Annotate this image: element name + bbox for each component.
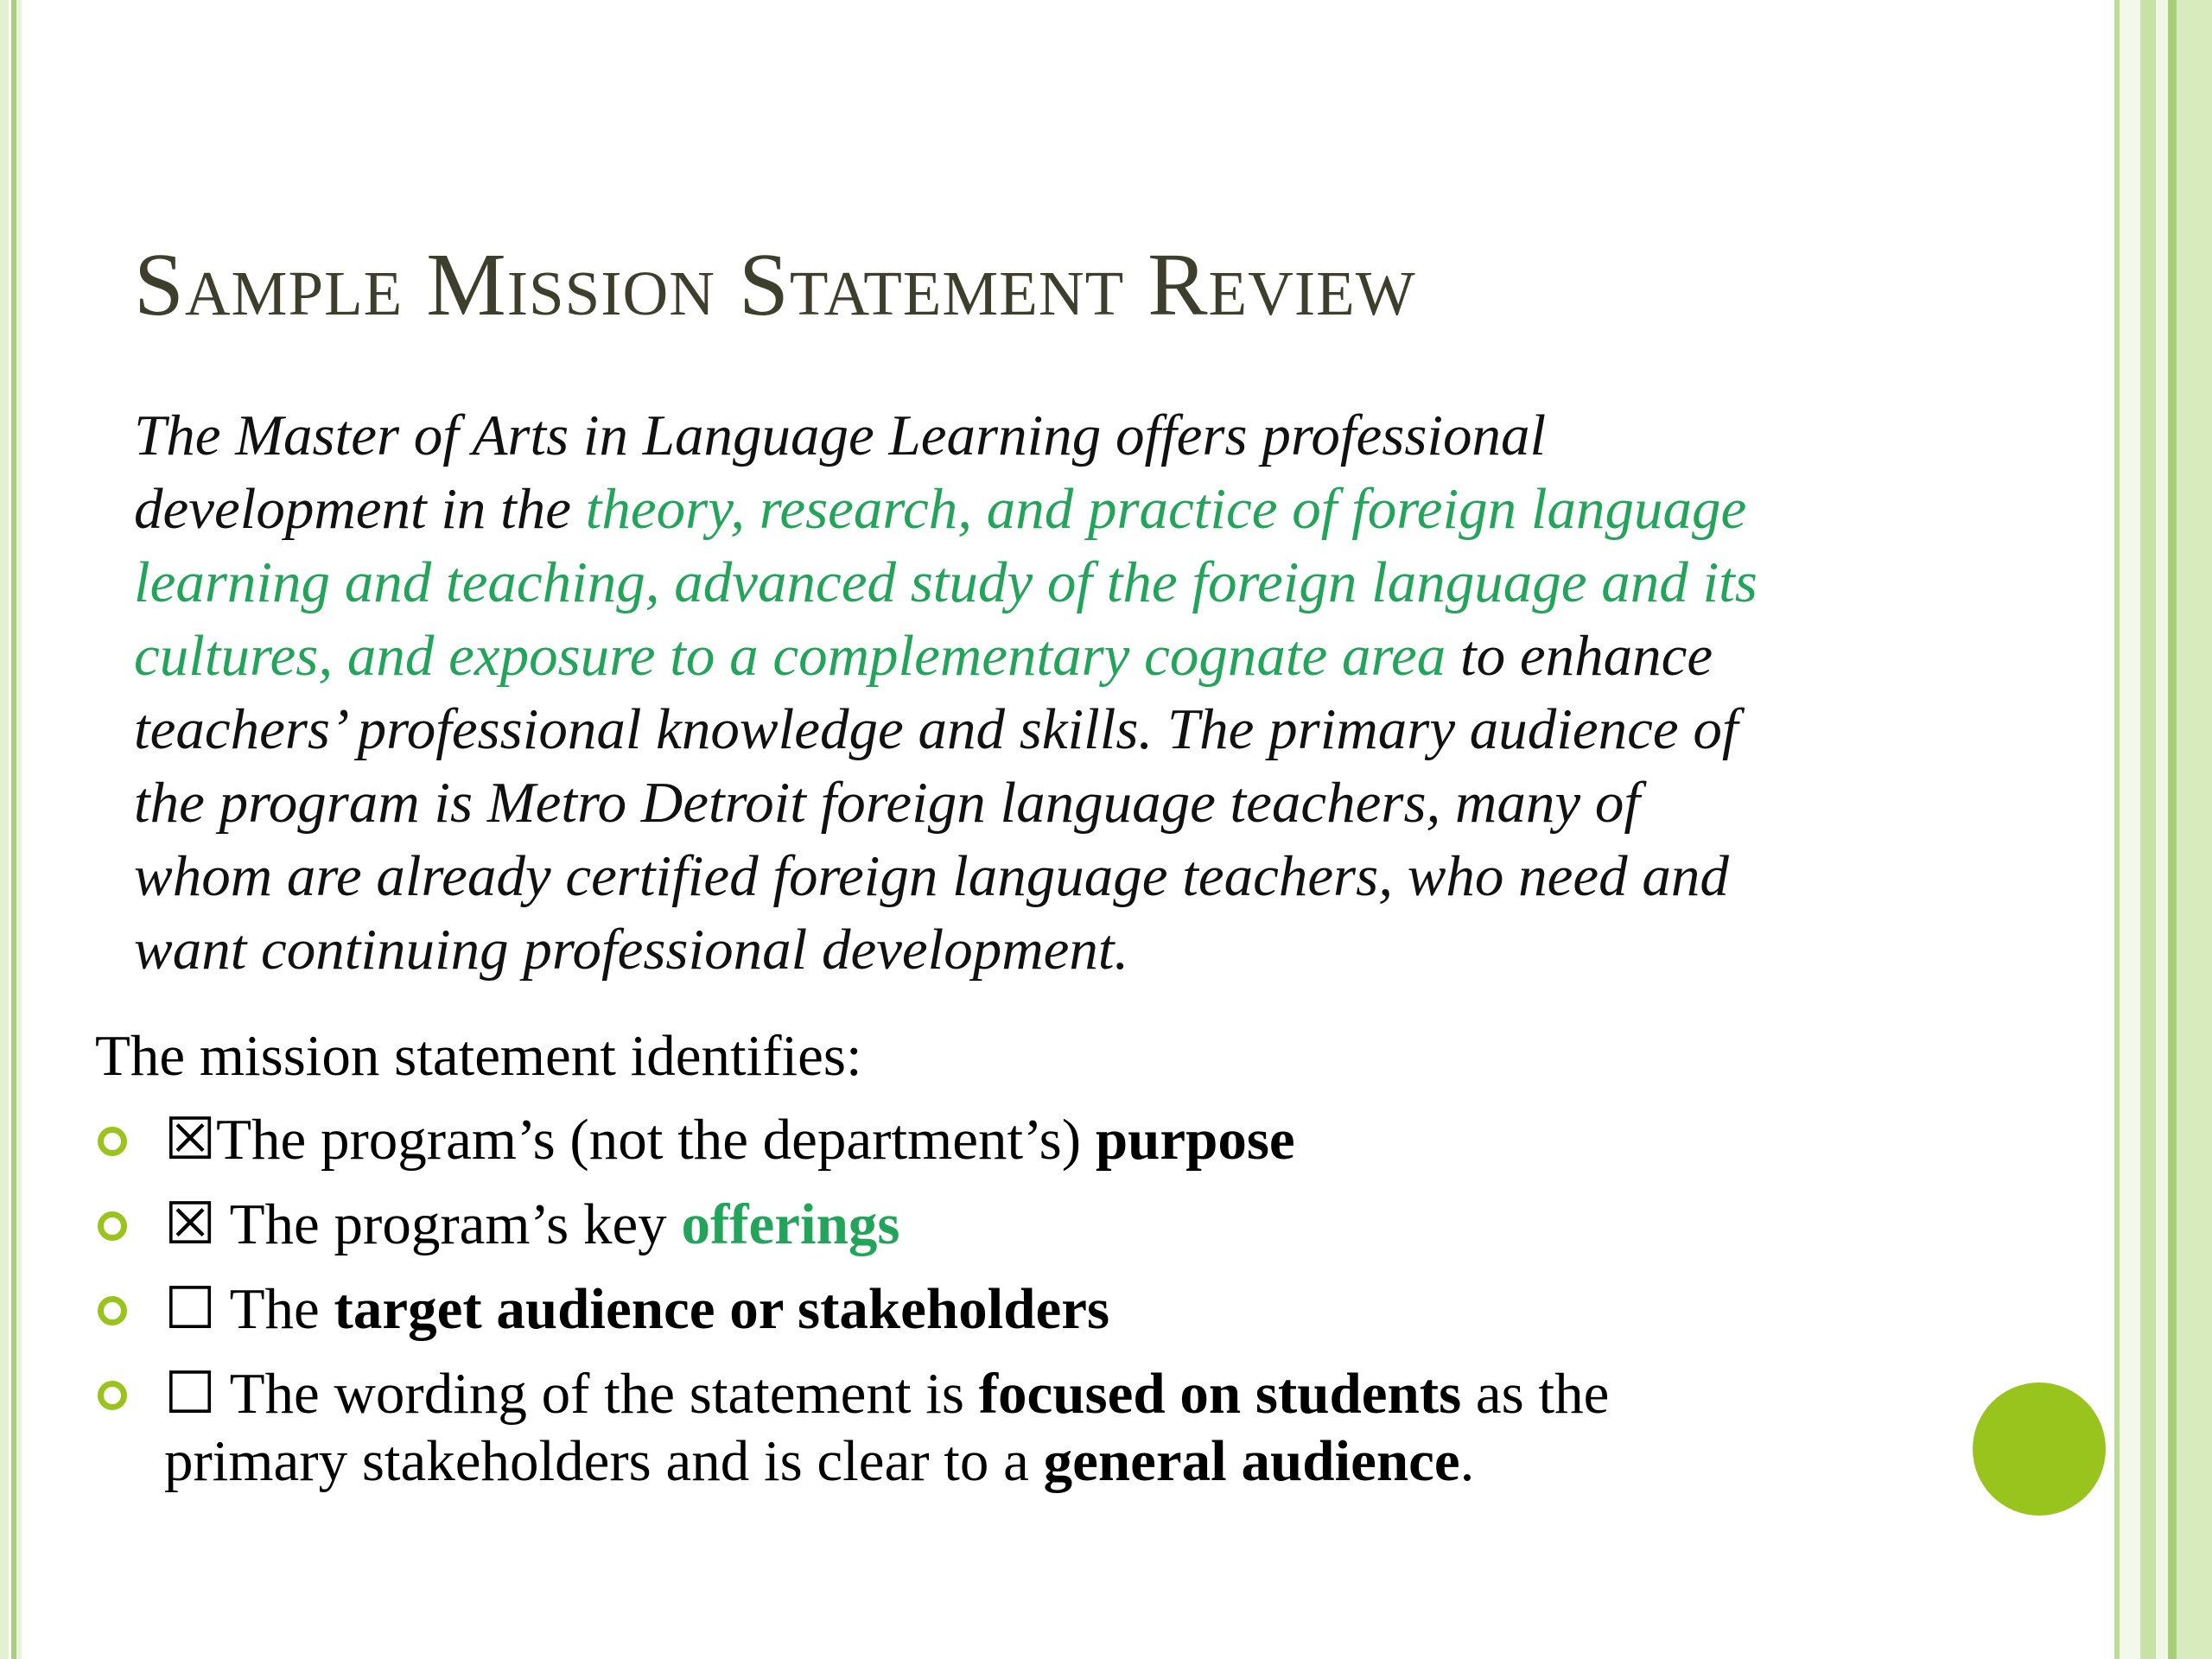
checklist-item — [95, 1360, 2082, 1495]
item-text: . — [1459, 1429, 1475, 1493]
quote-highlight: theory, research, and practice of foreign language — [585, 477, 1747, 541]
quote-line — [134, 473, 2121, 546]
bullet-ring-icon — [98, 1381, 127, 1410]
checked-box-icon: ☒ — [164, 1192, 217, 1256]
right-border-stripe — [2140, 0, 2156, 1659]
item-keyword: target audience or stakeholders — [334, 1277, 1110, 1341]
item-keyword: focused on students — [978, 1362, 1462, 1426]
checklist-line — [164, 1191, 2082, 1258]
quote-line: whom are already certified foreign language teachers, who need and — [134, 844, 1729, 908]
item-text: The program’s key — [216, 1192, 682, 1256]
decorative-circle — [1973, 1382, 2106, 1516]
quote-line: want continuing professional development. — [134, 918, 1129, 982]
slide-title: Sample Mission Statement Review — [134, 235, 1416, 334]
checklist-intro: The mission statement identifies: — [95, 1024, 862, 1088]
quote-highlight: learning and teaching, advanced study of the foreign language and its — [134, 550, 1758, 614]
quote-text: development in the — [134, 477, 586, 541]
item-text: as the — [1461, 1362, 1610, 1426]
checklist-line — [164, 1360, 2082, 1427]
checklist-line — [164, 1106, 2082, 1173]
quote-line: The Master of Arts in Language Learning offers professional — [134, 404, 1547, 467]
bullet-ring-icon — [98, 1127, 127, 1156]
item-text: The — [216, 1277, 334, 1341]
item-keyword: general audience — [1043, 1429, 1460, 1493]
quote-line — [134, 620, 2121, 693]
item-text: The wording of the statement is — [216, 1362, 979, 1426]
item-text: The program’s (not the department’s) — [216, 1108, 1096, 1172]
bullet-ring-icon — [98, 1296, 127, 1325]
checklist-line — [164, 1275, 2082, 1343]
mission-statement-quote — [134, 399, 2121, 987]
right-border-stripe — [2168, 0, 2177, 1659]
item-keyword: purpose — [1095, 1108, 1295, 1172]
item-keyword: offerings — [681, 1192, 900, 1256]
checklist-item — [95, 1191, 2082, 1258]
right-border-stripe — [2120, 0, 2140, 1659]
right-border-stripe — [2156, 0, 2168, 1659]
checklist-item — [95, 1106, 2082, 1173]
quote-text: to enhance — [1446, 624, 1713, 688]
right-border-stripe — [2177, 0, 2212, 1659]
empty-box-icon: ☐ — [164, 1277, 217, 1341]
left-border-stripe — [0, 0, 9, 1659]
checklist-item — [95, 1275, 2082, 1343]
empty-box-icon: ☐ — [164, 1362, 217, 1426]
quote-line: the program is Metro Detroit foreign language teachers, many of — [134, 771, 1641, 835]
checklist — [95, 1106, 2082, 1512]
checked-box-icon: ☒ — [164, 1108, 217, 1172]
bullet-ring-icon — [98, 1211, 127, 1241]
left-border-stripe — [16, 0, 22, 1659]
checklist-line — [164, 1427, 2082, 1495]
item-text: primary stakeholders and is clear to a — [164, 1429, 1044, 1493]
quote-line: teachers’ professional knowledge and skills. The primary audience of — [134, 697, 1738, 761]
quote-highlight: cultures, and exposure to a complementary cognate area — [134, 624, 1446, 688]
